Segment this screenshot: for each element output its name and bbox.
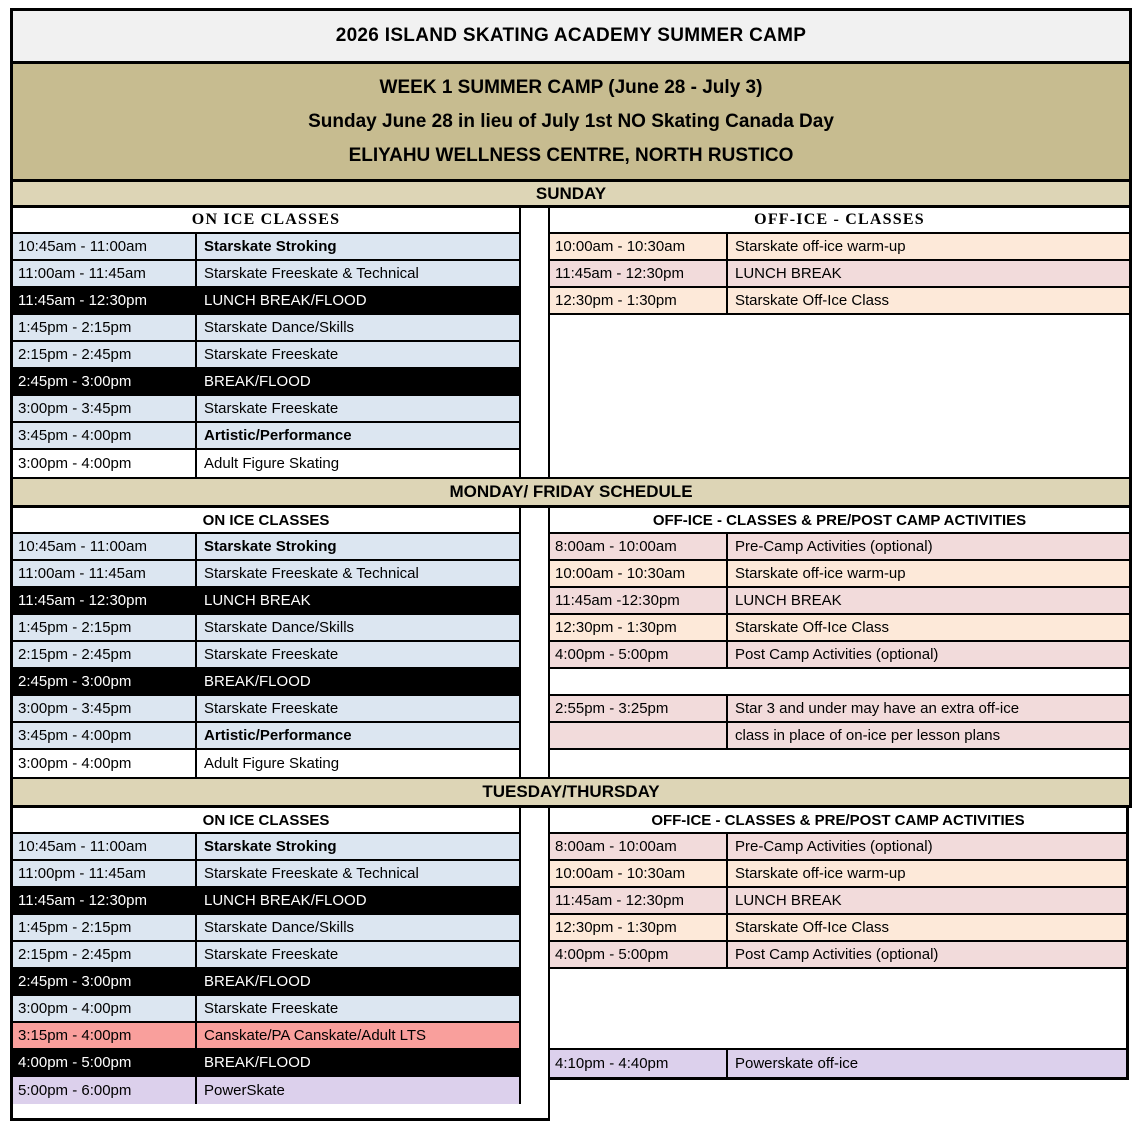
banner-line-note: Sunday June 28 in lieu of July 1st NO Skating Canada Day bbox=[308, 111, 834, 132]
table-row bbox=[13, 1050, 519, 1077]
empty-area bbox=[550, 315, 1129, 477]
class-cell: Post Camp Activities (optional) bbox=[735, 646, 939, 663]
time-cell: 11:45am -12:30pm bbox=[550, 588, 728, 613]
time-cell: 2:45pm - 3:00pm bbox=[13, 969, 197, 994]
class-cell: Starskate Freeskate bbox=[204, 400, 339, 417]
empty-bottom-row bbox=[13, 1104, 548, 1118]
time-cell: 10:00am - 10:30am bbox=[550, 561, 728, 586]
day-bar-tuesday-thursday: TUESDAY/THURSDAY bbox=[10, 779, 1132, 808]
time-cell: 3:45pm - 4:00pm bbox=[13, 423, 197, 448]
table-row bbox=[13, 969, 519, 996]
class-cell: PowerSkate bbox=[204, 1082, 285, 1099]
class-cell: Pre-Camp Activities (optional) bbox=[735, 538, 933, 555]
table-row bbox=[550, 723, 1129, 750]
table-divider-strip bbox=[521, 808, 548, 1104]
time-cell: 1:45pm - 2:15pm bbox=[13, 315, 197, 340]
column-header-on-ice: ON ICE CLASSES bbox=[13, 808, 519, 834]
table-row bbox=[13, 696, 519, 723]
monday-on-ice-table bbox=[13, 508, 550, 777]
class-cell: LUNCH BREAK bbox=[735, 592, 842, 609]
table-row bbox=[13, 342, 519, 369]
class-cell: Starskate Freeskate bbox=[204, 646, 339, 663]
class-cell: Adult Figure Skating bbox=[204, 755, 340, 772]
monday-off-ice-table bbox=[550, 508, 1129, 777]
empty-area bbox=[550, 969, 1126, 1050]
time-cell: 10:00am - 10:30am bbox=[550, 234, 728, 259]
table-row bbox=[13, 315, 519, 342]
table-row bbox=[550, 942, 1126, 969]
week-banner bbox=[10, 64, 1132, 182]
class-cell: Pre-Camp Activities (optional) bbox=[735, 838, 933, 855]
class-cell: Starskate Stroking bbox=[204, 538, 337, 555]
class-cell: BREAK/FLOOD bbox=[204, 973, 311, 990]
table-row bbox=[550, 588, 1129, 615]
time-cell: 3:45pm - 4:00pm bbox=[13, 723, 197, 748]
class-cell: class in place of on-ice per lesson plans bbox=[735, 727, 1001, 744]
table-row bbox=[13, 834, 519, 861]
table-row bbox=[13, 642, 519, 669]
table-row bbox=[13, 423, 519, 450]
class-cell: Adult Figure Skating bbox=[204, 455, 340, 472]
sunday-off-ice-table bbox=[550, 208, 1129, 477]
time-cell: 4:00pm - 5:00pm bbox=[550, 942, 728, 967]
time-cell: 2:45pm - 3:00pm bbox=[13, 669, 197, 694]
table-row bbox=[13, 534, 519, 561]
table-row bbox=[550, 888, 1126, 915]
class-cell: Starskate off-ice warm-up bbox=[735, 865, 906, 882]
table-row bbox=[550, 261, 1129, 288]
time-cell: 1:45pm - 2:15pm bbox=[13, 915, 197, 940]
class-cell: Starskate Dance/Skills bbox=[204, 319, 355, 336]
table-row bbox=[550, 642, 1129, 669]
time-cell: 5:00pm - 6:00pm bbox=[13, 1077, 197, 1104]
column-header-off-ice: OFF-ICE - CLASSES & PRE/POST CAMP ACTIVITIES bbox=[550, 508, 1129, 534]
time-cell: 3:00pm - 4:00pm bbox=[13, 996, 197, 1021]
table-row bbox=[550, 861, 1126, 888]
day-bar-sunday: SUNDAY bbox=[10, 182, 1132, 208]
table-row bbox=[13, 396, 519, 423]
time-cell: 11:45am - 12:30pm bbox=[550, 261, 728, 286]
class-cell: Starskate Freeskate & Technical bbox=[204, 565, 419, 582]
table-row bbox=[13, 888, 519, 915]
empty-row bbox=[550, 669, 1129, 696]
time-cell: 12:30pm - 1:30pm bbox=[550, 615, 728, 640]
class-cell: LUNCH BREAK/FLOOD bbox=[204, 892, 367, 909]
sunday-on-ice-table bbox=[13, 208, 550, 477]
time-cell: 3:00pm - 3:45pm bbox=[13, 696, 197, 721]
class-cell: LUNCH BREAK bbox=[735, 265, 842, 282]
time-cell: 2:45pm - 3:00pm bbox=[13, 369, 197, 394]
class-cell: Post Camp Activities (optional) bbox=[735, 946, 939, 963]
table-row bbox=[13, 369, 519, 396]
class-cell: Artistic/Performance bbox=[204, 427, 352, 444]
time-cell: 2:15pm - 2:45pm bbox=[13, 342, 197, 367]
time-cell: 10:45am - 11:00am bbox=[13, 234, 197, 259]
time-cell: 12:30pm - 1:30pm bbox=[550, 915, 728, 940]
page-title: 2026 ISLAND SKATING ACADEMY SUMMER CAMP bbox=[10, 8, 1132, 64]
table-divider-strip bbox=[521, 508, 548, 777]
time-cell: 11:45am - 12:30pm bbox=[13, 288, 197, 313]
time-cell: 1:45pm - 2:15pm bbox=[13, 615, 197, 640]
empty-area bbox=[550, 750, 1129, 777]
schedule-document bbox=[10, 8, 1132, 1121]
time-cell: 4:10pm - 4:40pm bbox=[550, 1050, 728, 1077]
column-header-off-ice: OFF-ICE - CLASSES & PRE/POST CAMP ACTIVITIES bbox=[550, 808, 1126, 834]
table-row bbox=[550, 1050, 1126, 1077]
table-row bbox=[13, 450, 519, 477]
time-cell bbox=[550, 723, 728, 748]
table-row bbox=[13, 996, 519, 1023]
time-cell: 12:30pm - 1:30pm bbox=[550, 288, 728, 313]
class-cell: Starskate Off-Ice Class bbox=[735, 292, 889, 309]
table-row bbox=[550, 834, 1126, 861]
class-cell: Powerskate off-ice bbox=[735, 1055, 859, 1072]
time-cell: 11:45am - 12:30pm bbox=[13, 888, 197, 913]
banner-line-week: WEEK 1 SUMMER CAMP (June 28 - July 3) bbox=[379, 77, 763, 98]
time-cell: 10:45am - 11:00am bbox=[13, 834, 197, 859]
table-row bbox=[13, 1077, 519, 1104]
column-header-on-ice: ON ICE CLASSES bbox=[13, 208, 519, 234]
class-cell: LUNCH BREAK bbox=[735, 892, 842, 909]
time-cell: 3:00pm - 4:00pm bbox=[13, 750, 197, 777]
class-cell: Starskate Off-Ice Class bbox=[735, 619, 889, 636]
table-row bbox=[550, 534, 1129, 561]
table-row bbox=[13, 723, 519, 750]
time-cell: 8:00am - 10:00am bbox=[550, 834, 728, 859]
time-cell: 2:15pm - 2:45pm bbox=[13, 642, 197, 667]
time-cell: 11:45am - 12:30pm bbox=[13, 588, 197, 613]
class-cell: Starskate Freeskate bbox=[204, 1000, 339, 1017]
class-cell: Starskate Stroking bbox=[204, 238, 337, 255]
day-bar-monday-friday: MONDAY/ FRIDAY SCHEDULE bbox=[10, 479, 1132, 508]
time-cell: 11:00am - 11:45am bbox=[13, 561, 197, 586]
class-cell: Starskate Dance/Skills bbox=[204, 919, 355, 936]
class-cell: Starskate Dance/Skills bbox=[204, 619, 355, 636]
class-cell: Starskate Freeskate & Technical bbox=[204, 865, 419, 882]
time-cell: 4:00pm - 5:00pm bbox=[550, 642, 728, 667]
class-cell: Starskate Freeskate & Technical bbox=[204, 265, 419, 282]
banner-line-venue: ELIYAHU WELLNESS CENTRE, NORTH RUSTICO bbox=[348, 145, 794, 166]
column-header-on-ice: ON ICE CLASSES bbox=[13, 508, 519, 534]
time-cell: 3:00pm - 3:45pm bbox=[13, 396, 197, 421]
table-row bbox=[13, 669, 519, 696]
table-row bbox=[13, 588, 519, 615]
table-row bbox=[13, 750, 519, 777]
table-row bbox=[550, 615, 1129, 642]
time-cell: 2:15pm - 2:45pm bbox=[13, 942, 197, 967]
class-cell: Star 3 and under may have an extra off-ice bbox=[735, 700, 1020, 717]
table-row bbox=[13, 861, 519, 888]
table-row bbox=[13, 615, 519, 642]
time-cell: 2:55pm - 3:25pm bbox=[550, 696, 728, 721]
class-cell: BREAK/FLOOD bbox=[204, 673, 311, 690]
time-cell: 3:00pm - 4:00pm bbox=[13, 450, 197, 477]
section-tuesday-thursday bbox=[10, 808, 1132, 1121]
section-sunday bbox=[10, 208, 1132, 479]
column-header-off-ice: OFF-ICE - CLASSES bbox=[550, 208, 1129, 234]
class-cell: Starskate Stroking bbox=[204, 838, 337, 855]
time-cell: 4:00pm - 5:00pm bbox=[13, 1050, 197, 1075]
table-row bbox=[550, 234, 1129, 261]
class-cell: Starskate Off-Ice Class bbox=[735, 919, 889, 936]
table-row bbox=[13, 288, 519, 315]
class-cell: Starskate Freeskate bbox=[204, 700, 339, 717]
class-cell: BREAK/FLOOD bbox=[204, 1054, 311, 1071]
tuesday-on-ice-table bbox=[13, 808, 550, 1121]
class-cell: BREAK/FLOOD bbox=[204, 373, 311, 390]
tuesday-off-ice-table bbox=[550, 808, 1129, 1080]
class-cell: Artistic/Performance bbox=[204, 727, 352, 744]
table-row bbox=[13, 942, 519, 969]
table-row bbox=[550, 915, 1126, 942]
table-row bbox=[13, 915, 519, 942]
class-cell: LUNCH BREAK/FLOOD bbox=[204, 292, 367, 309]
time-cell: 11:00am - 11:45am bbox=[13, 261, 197, 286]
table-row bbox=[550, 288, 1129, 315]
time-cell: 11:45am - 12:30pm bbox=[550, 888, 728, 913]
class-cell: Starskate Freeskate bbox=[204, 346, 339, 363]
time-cell: 3:15pm - 4:00pm bbox=[13, 1023, 197, 1048]
table-divider-strip bbox=[521, 208, 548, 477]
table-row bbox=[13, 1023, 519, 1050]
class-cell: Canskate/PA Canskate/Adult LTS bbox=[204, 1027, 427, 1044]
class-cell: Starskate off-ice warm-up bbox=[735, 238, 906, 255]
table-row bbox=[550, 561, 1129, 588]
time-cell: 10:45am - 11:00am bbox=[13, 534, 197, 559]
table-row bbox=[13, 261, 519, 288]
section-monday-friday bbox=[10, 508, 1132, 779]
table-row bbox=[550, 696, 1129, 723]
class-cell: LUNCH BREAK bbox=[204, 592, 311, 609]
time-cell: 8:00am - 10:00am bbox=[550, 534, 728, 559]
table-row bbox=[13, 561, 519, 588]
class-cell: Starskate off-ice warm-up bbox=[735, 565, 906, 582]
time-cell: 10:00am - 10:30am bbox=[550, 861, 728, 886]
time-cell: 11:00pm - 11:45am bbox=[13, 861, 197, 886]
table-row bbox=[13, 234, 519, 261]
class-cell: Starskate Freeskate bbox=[204, 946, 339, 963]
